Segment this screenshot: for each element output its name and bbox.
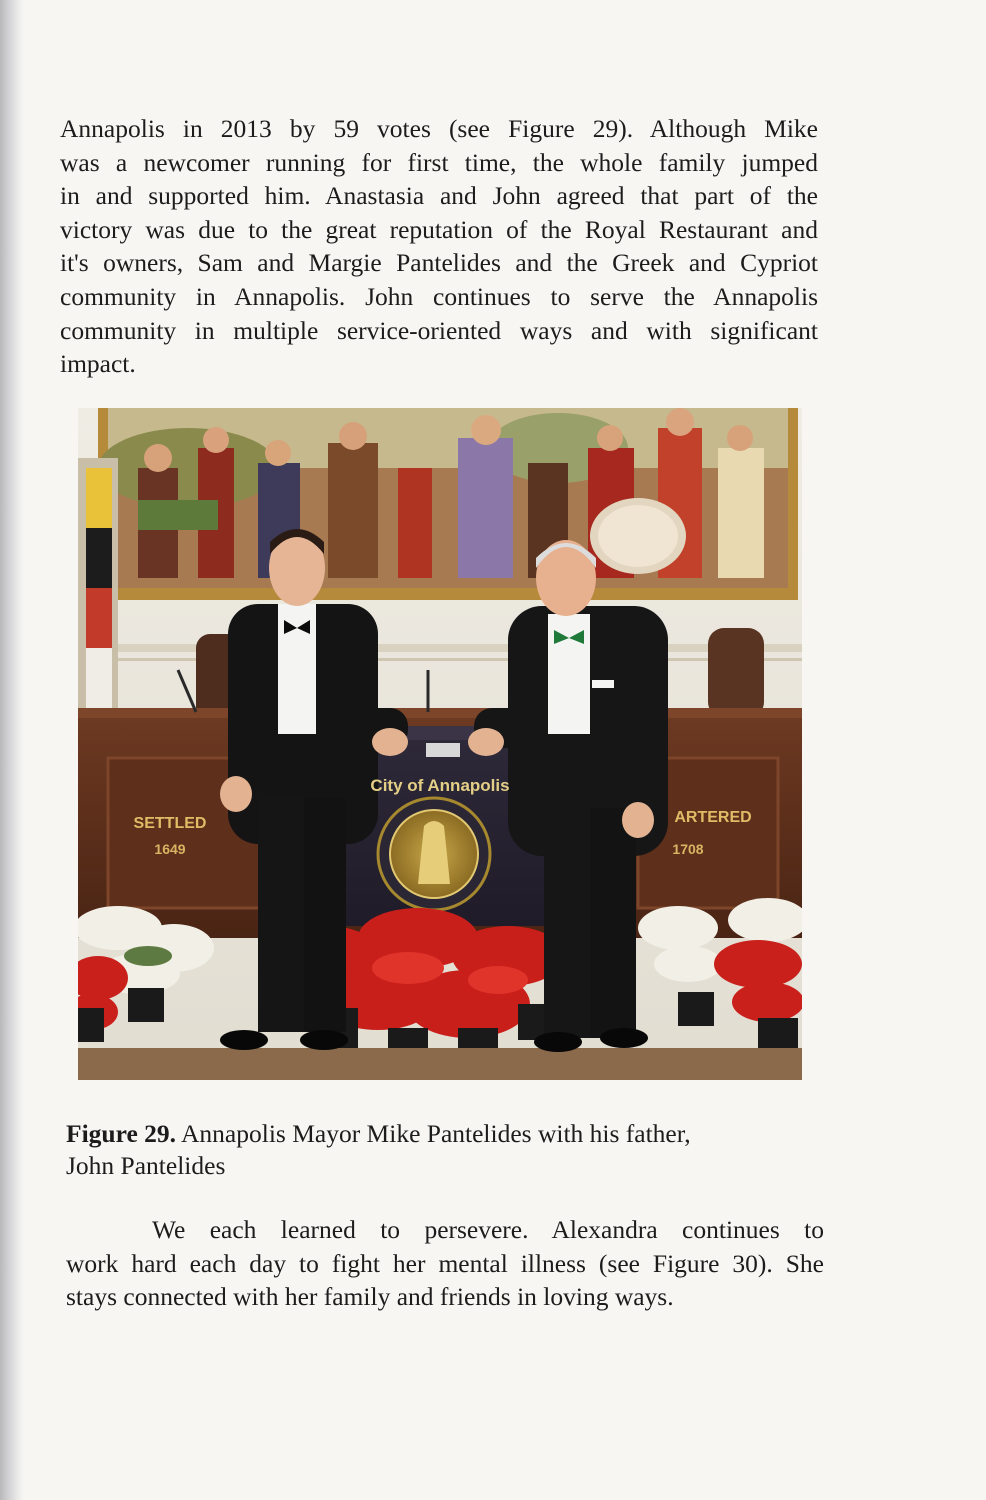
figure-caption-text: Annapolis Mayor Mike Pantelides with his father, [176, 1119, 691, 1148]
text-line: work hard each day to fight her mental illness (see Figure 30). She [66, 1248, 824, 1278]
text-line: impact. [60, 349, 136, 379]
body-paragraph-1 [60, 112, 818, 381]
text-line: community in Annapolis. John continues to serve the Annapolis [60, 281, 818, 311]
text-line: community in multiple service-oriented ways and with significant [60, 315, 818, 345]
text-line: We each learned to persevere. Alexandra continues to [152, 1215, 824, 1244]
left-plaque-year: 1649 [154, 841, 186, 857]
figure-label: Figure 29. [66, 1119, 177, 1148]
left-plaque-title: SETTLED [133, 815, 207, 832]
figure-caption-text-line2: John Pantelides [66, 1151, 226, 1180]
body-paragraph-2 [66, 1213, 824, 1314]
text-line: stays connected with her family and friends in loving ways. [66, 1282, 674, 1312]
text-line: victory was due to the great reputation of the Royal Restaurant and [60, 214, 818, 244]
desk-banner: City of Annapolis [370, 776, 510, 795]
book-spine-shadow [0, 0, 24, 1500]
right-plaque-year: 1708 [672, 841, 704, 857]
text-line: Annapolis in 2013 by 59 votes (see Figure 29). Although Mike [60, 114, 818, 143]
text-line: it's owners, Sam and Margie Pantelides and the Greek and Cypriot [60, 248, 818, 278]
figure-29-photo [78, 408, 802, 1080]
right-plaque-title: ARTERED [674, 809, 752, 826]
text-line: was a newcomer running for first time, the whole family jumped [60, 147, 818, 177]
figure-caption [66, 1118, 826, 1182]
text-line: in and supported him. Anastasia and John agreed that part of the [60, 181, 818, 211]
